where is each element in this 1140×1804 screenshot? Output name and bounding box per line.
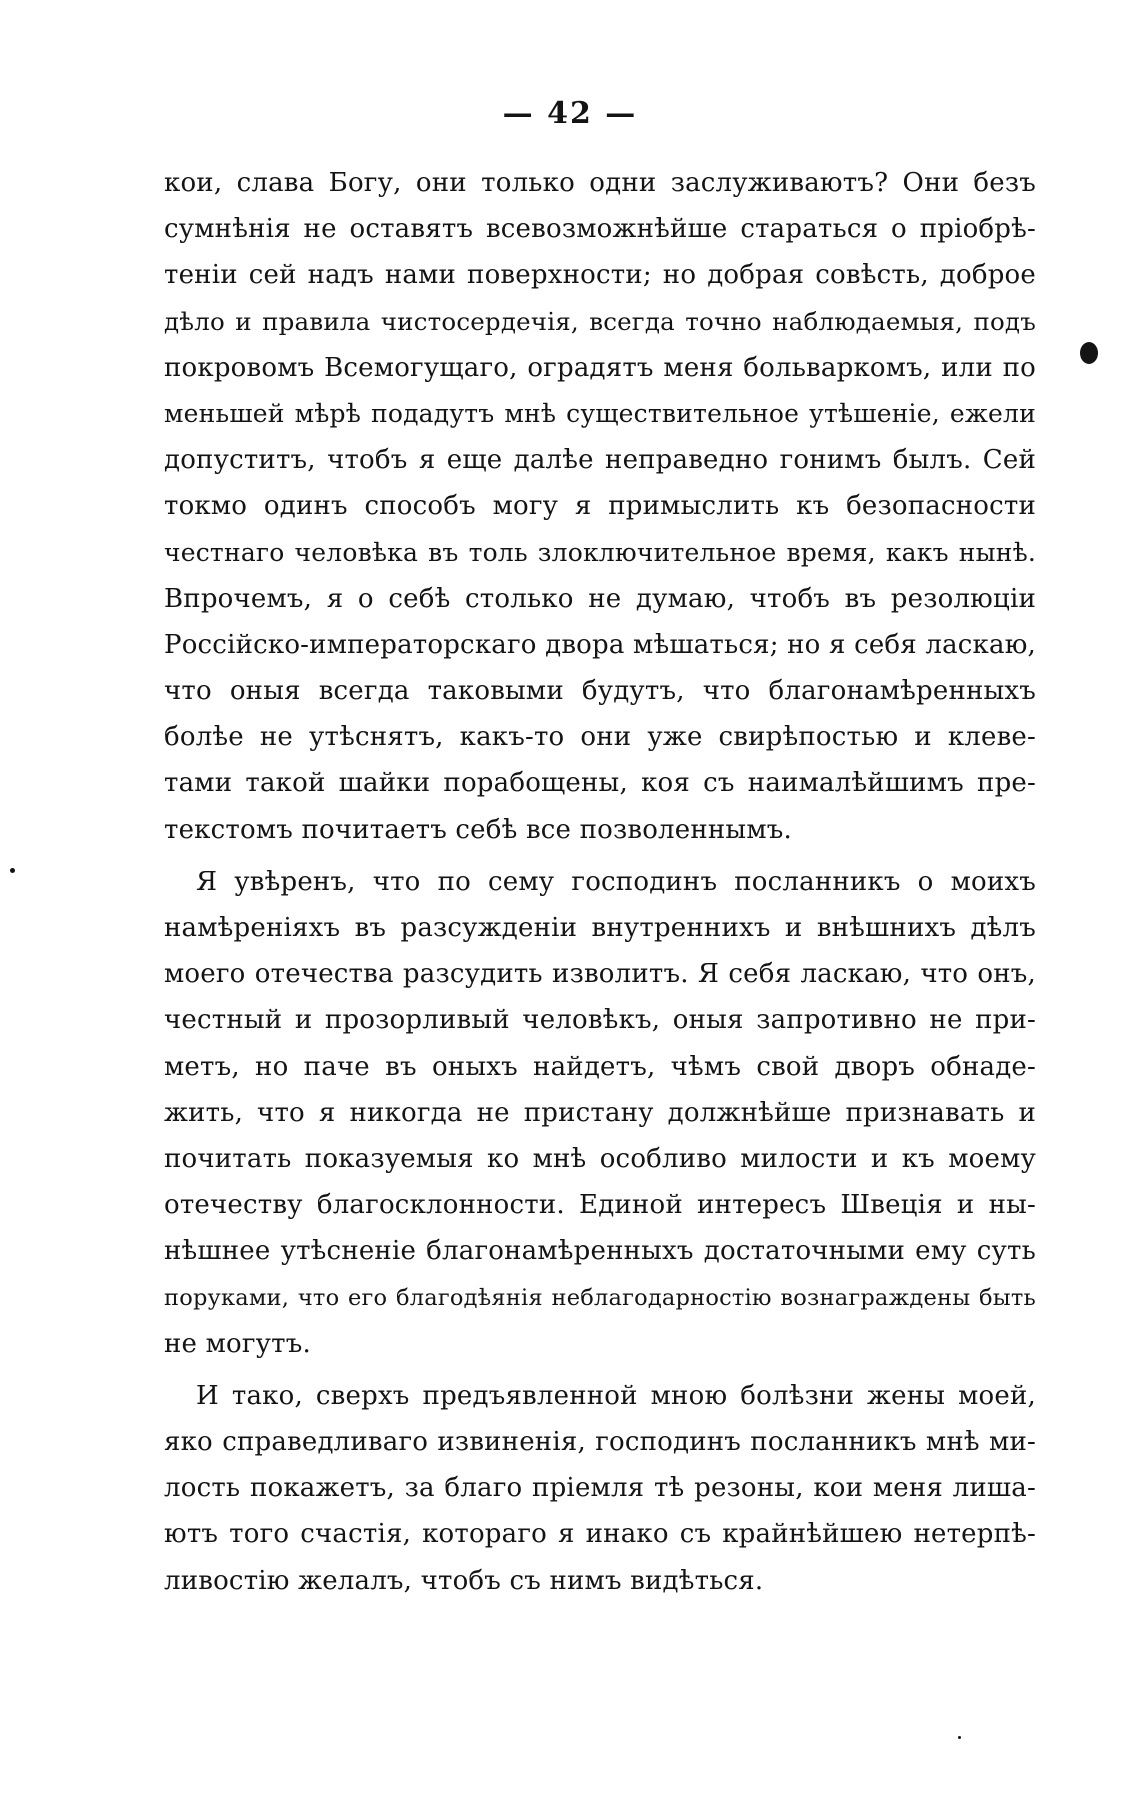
text-line: почитать показуемыя ко мнѣ особливо милости и къ моему [164,1143,1036,1174]
text-line: Россійско-императорскаго двора мѣшаться; но я себя ласкаю, [164,629,1036,660]
text-line: что оныя всегда таковыми будутъ, что благонамѣренныхъ [164,676,1036,707]
text-line: отечеству благосклонности. Единой интересъ Швеція и ны- [164,1190,1036,1221]
text-line: жить, что я никогда не пристану должнѣйше признавать и [164,1097,1036,1128]
paragraph-1 [164,160,1036,853]
text-line: ютъ того счастія, котораго я инако съ крайнѣйшею нетерпѣ- [164,1519,1036,1550]
text-line: моего отечества разсудить изволитъ. Я себя ласкаю, что онъ, [164,959,1036,990]
text-line: теніи сей надъ нами поверхности; но добрая совѣсть, доброе [164,260,1036,291]
text-line: честнаго человѣка въ толь злоключительное время, какъ нынѣ. [164,537,1036,567]
text-line: Я увѣренъ, что по сему господинъ посланникъ о моихъ [196,866,1036,897]
text-line: тами такой шайки порабощены, коя съ наималѣйшимъ пре- [164,768,1036,799]
ink-speck [1080,342,1098,364]
text-line: текстомъ почитаетъ себѣ все позволеннымъ. [164,814,792,845]
ink-speck [10,868,15,873]
body-text [164,160,1036,1604]
text-line: болѣе не утѣснятъ, какъ-то они уже свирѣпостью и клеве- [164,722,1036,753]
text-line: честный и прозорливый человѣкъ, оныя запротивно не при- [164,1005,1036,1036]
text-line: И тако, сверхъ предъявленной мною болѣзни жены моей, [196,1380,1036,1411]
page-number: — 42 — [502,96,638,131]
text-line: лость покажетъ, за благо пріемля тѣ резоны, кои меня лиша- [164,1473,1036,1504]
text-line: сумнѣнія не оставятъ всевозможнѣйше стараться о пріобрѣ- [164,214,1036,245]
text-line: намѣреніяхъ въ разсужденіи внутреннихъ и внѣшнихъ дѣлъ [164,913,1036,943]
text-line: допуститъ, чтобъ я еще далѣе неправедно гонимъ былъ. Сей [164,445,1036,476]
paragraph-2 [164,859,1036,1367]
text-line: дѣло и правила чистосердечія, всегда точно наблюдаемыя, подъ [164,306,1036,336]
text-line: ливостію желалъ, чтобъ съ нимъ видѣться. [164,1565,764,1596]
text-line: покровомъ Всемогущаго, оградятъ меня больваркомъ, или по [164,352,1036,383]
paragraph-3 [164,1373,1036,1604]
text-line: яко справедливаго извиненія, господинъ посланникъ мнѣ ми- [164,1427,1036,1458]
text-line: не могутъ. [164,1328,311,1359]
text-line: меньшей мѣрѣ подадутъ мнѣ существительное утѣшеніе, ежели [164,398,1036,428]
text-line: нѣшнее утѣсненіе благонамѣренныхъ достаточными ему суть [164,1236,1036,1267]
text-line: Впрочемъ, я о себѣ столько не думаю, чтобъ въ резолюціи [164,583,1036,614]
text-line: кои, слава Богу, они только одни заслуживаютъ? Они безъ [164,168,1036,198]
ink-speck [958,1736,961,1739]
text-line: токмо одинъ способъ могу я примыслить къ безопасности [164,491,1036,522]
text-line: поруками, что его благодѣянія неблагодарностію вознаграждены быть [164,1284,1036,1311]
text-line: метъ, но паче въ оныхъ найдетъ, чѣмъ свой дворъ обнаде- [164,1051,1036,1082]
